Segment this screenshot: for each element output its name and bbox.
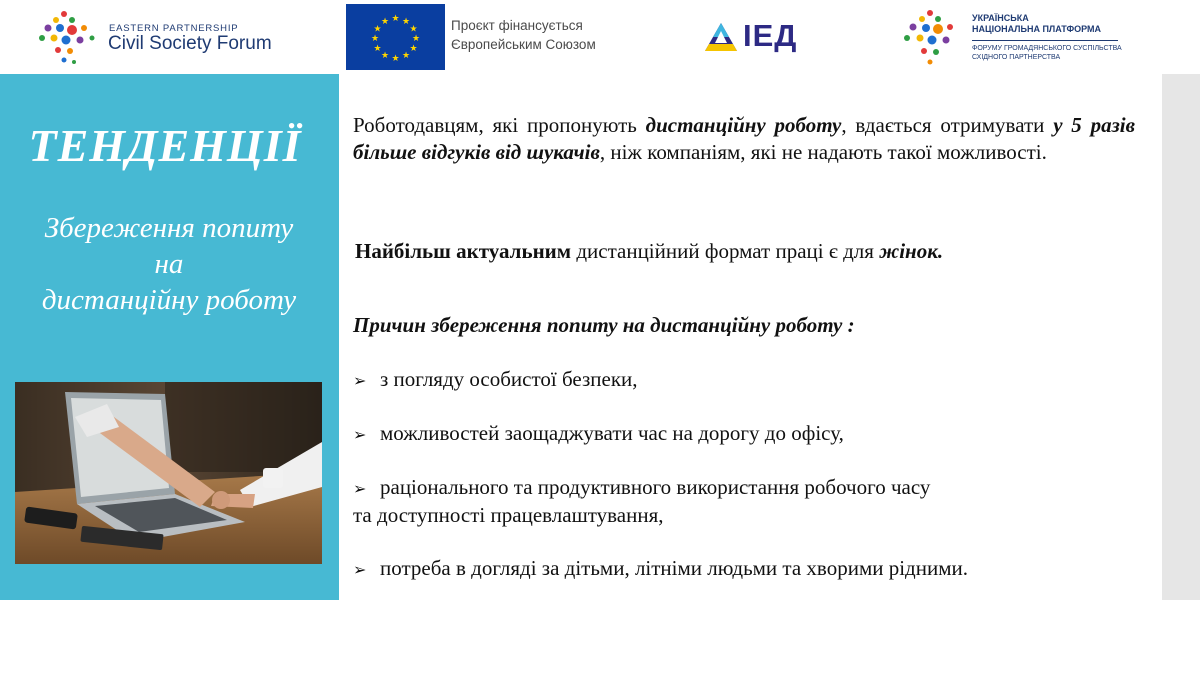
slide-title: ТЕНДЕНЦІЇ [28, 120, 302, 171]
paragraph-women-emphasis-1: Найбільш актуальним [355, 239, 572, 263]
svg-text:★: ★ [391, 14, 400, 24]
eap-csf-logo [34, 8, 294, 68]
reason-text: потреба в догляді за дітьми, літніми людьми та хворими рідними. [380, 556, 968, 580]
slide-subtitle [0, 210, 338, 318]
paragraph-employers-text-3: , ніж компаніям, які не надають такої можливості. [599, 140, 1047, 164]
unp-subtitle [972, 44, 1142, 62]
reason-text: з погляду особистої безпеки, [380, 367, 638, 391]
reason-list-item [353, 474, 1133, 529]
slide-content [353, 112, 1136, 580]
svg-text:★: ★ [380, 51, 390, 61]
paragraph-women-emphasis-2: жінок. [879, 239, 944, 263]
paragraph-women-text: дистанційний формат праці є для [571, 239, 880, 263]
svg-text:★: ★ [401, 17, 411, 27]
eu-funding-line2: Європейським Союзом [451, 37, 596, 52]
paragraph-employers [353, 112, 1135, 166]
paragraph-employers-emphasis-1: дистанційну роботу [645, 113, 842, 137]
unp-logo [900, 8, 1140, 70]
ied-logo-text: ІЕД [743, 18, 798, 53]
reasons-heading: Причин збереження попиту на дистанційну роботу : [353, 313, 855, 337]
slide-subtitle-line1: Збереження попиту [44, 212, 294, 244]
ied-logo [703, 20, 813, 54]
dotted-figure-logo-icon [900, 8, 962, 68]
reason-list-item [353, 555, 1133, 583]
reason-text-continued: та доступності працевлаштування, [353, 503, 664, 527]
svg-text:★: ★ [370, 34, 380, 44]
laptop-handshake-photo [15, 382, 322, 564]
eap-big-text: Civil Society Forum [108, 33, 272, 54]
svg-text:★: ★ [391, 54, 400, 64]
arrow-bullet-icon: ➢ [353, 560, 367, 579]
paragraph-employers-text-2: , вдається отримувати [841, 113, 1054, 137]
paragraph-women [355, 238, 1135, 265]
unp-title [972, 13, 1142, 35]
left-title-panel [0, 74, 339, 600]
arrow-bullet-icon: ➢ [353, 371, 367, 390]
eu-flag-icon [346, 4, 445, 70]
arrow-bullet-icon: ➢ [353, 479, 367, 498]
unp-title-line1: УКРАЇНСЬКА [972, 13, 1029, 23]
svg-text:★: ★ [409, 44, 418, 54]
svg-text:★: ★ [380, 17, 390, 27]
unp-title-line2: НАЦІОНАЛЬНА ПЛАТФОРМА [972, 24, 1102, 34]
paragraph-employers-text-1: Роботодавцям, які пропонують [353, 113, 646, 137]
arrow-bullet-icon: ➢ [353, 425, 367, 444]
svg-text:★: ★ [411, 34, 421, 44]
right-decor-strip [1162, 74, 1200, 600]
eu-funding-line1: Проєкт фінансується [451, 18, 583, 33]
unp-subtitle-line1: ФОРУМУ ГРОМАДЯНСЬКОГО СУСПІЛЬСТВА [972, 45, 1122, 52]
svg-text:★: ★ [373, 24, 382, 35]
paragraph-employers-emphasis-2: у 5 разів більше відгуків від шукачів [353, 113, 1136, 164]
dotted-figure-logo-icon [34, 8, 104, 68]
svg-text:★: ★ [373, 44, 382, 54]
eu-funding-text [451, 16, 651, 54]
reason-text: можливостей заощаджувати час на дорогу до офісу, [380, 421, 844, 445]
reason-text: раціонального та продуктивного використання робочого часу [380, 475, 931, 499]
slide-subtitle-line2: на [154, 248, 184, 280]
reason-list-item [353, 420, 1133, 448]
header-logos-bar [0, 0, 1200, 74]
eap-small-text: EASTERN PARTNERSHIP [109, 23, 239, 34]
triangle-logo-icon [703, 21, 739, 53]
unp-divider [972, 40, 1118, 41]
slide-subtitle-line3: дистанційну роботу [41, 284, 297, 316]
svg-text:★: ★ [409, 24, 418, 35]
svg-text:★: ★ [401, 51, 411, 61]
unp-subtitle-line2: СХІДНОГО ПАРТНЕРСТВА [972, 54, 1061, 61]
reason-list-item [353, 366, 1133, 394]
